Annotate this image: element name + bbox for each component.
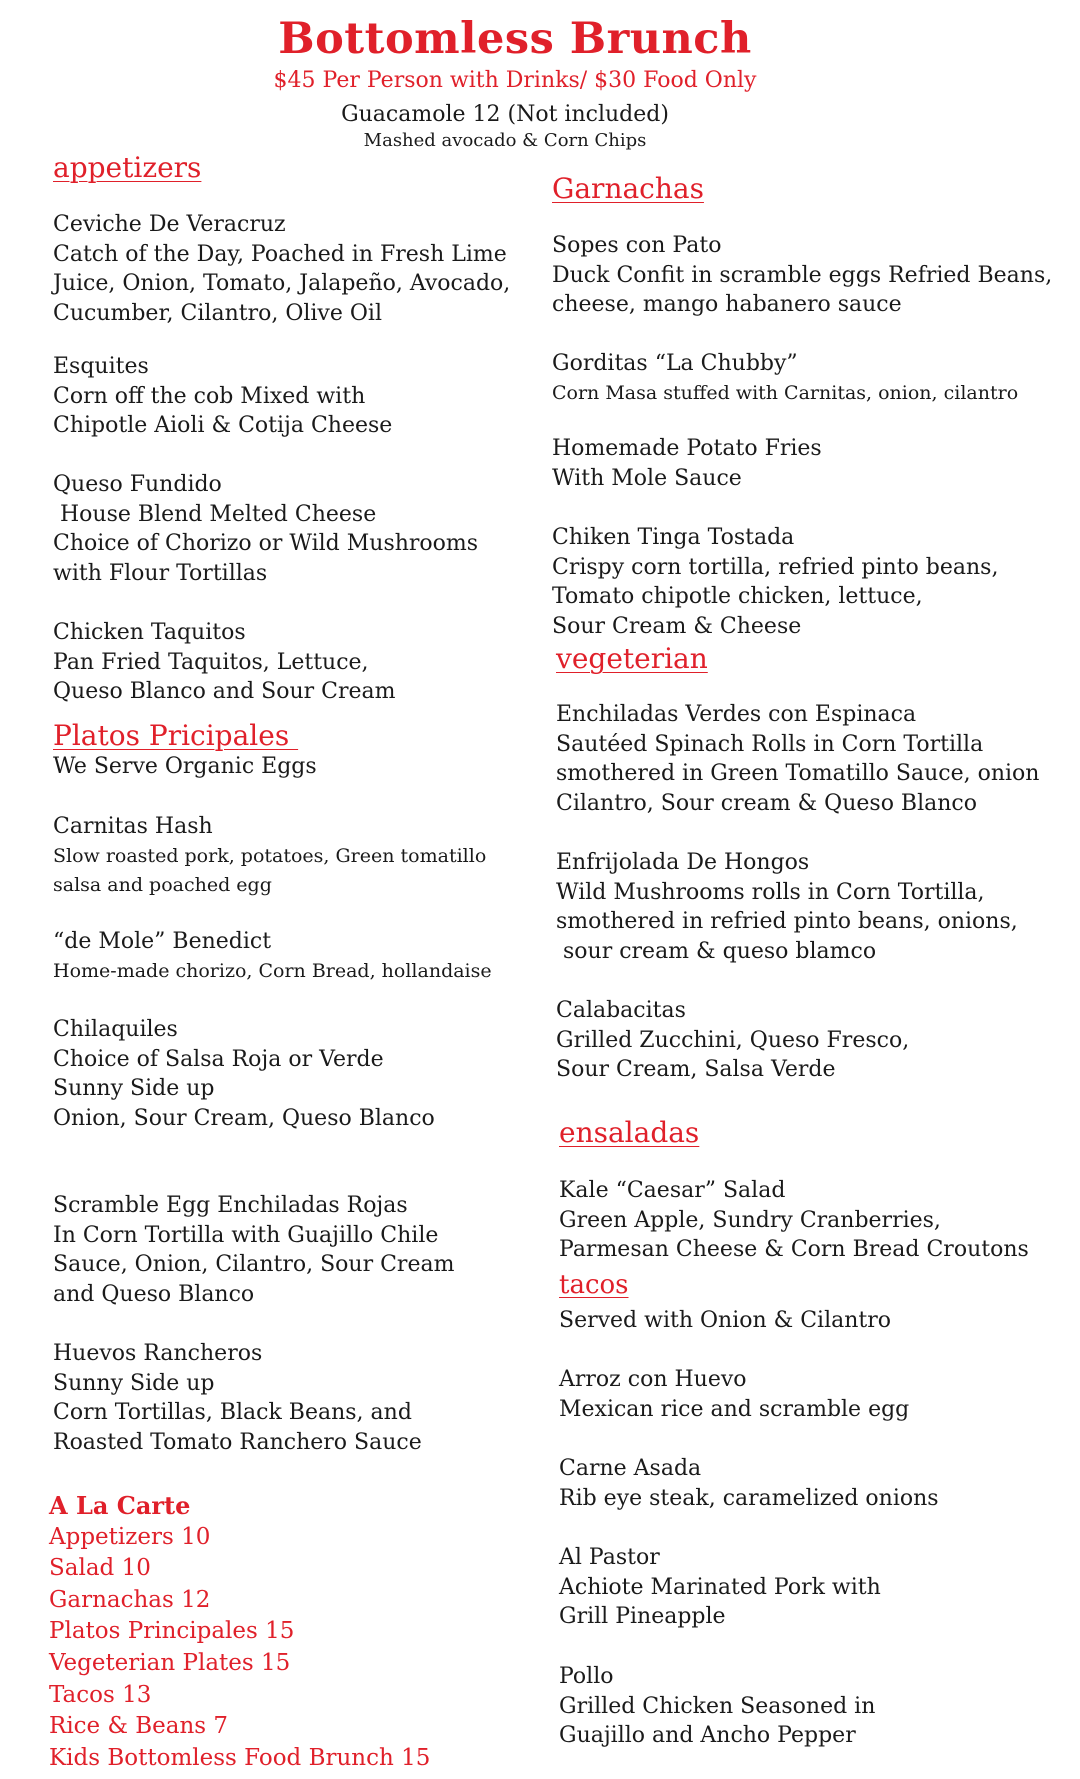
item-name: Calabacitas [556, 998, 686, 1023]
vegeterian-heading: vegeterian [556, 642, 708, 675]
menu-item-queso-fundido [53, 470, 478, 588]
item-desc: Crispy corn tortilla, refried pinto beans, [552, 554, 999, 580]
menu-item-mole-benedict [53, 927, 492, 986]
tacos-heading: tacos [559, 1270, 629, 1300]
item-desc: smothered in Green Tomatillo Sauce, onion [556, 761, 1040, 786]
menu-item-scramble-egg-enchiladas [53, 1191, 454, 1309]
item-name: Carne Asada [559, 1456, 702, 1481]
item-desc: Chipotle Aioli & Cotija Cheese [53, 413, 393, 438]
a-la-carte-item: Appetizers 10 [49, 1523, 211, 1550]
item-desc: Duck Confit in scramble eggs Refried Beans, [552, 262, 1053, 288]
item-desc: Parmesan Cheese & Corn Bread Croutons [559, 1237, 1029, 1262]
item-desc: and Queso Blanco [53, 1281, 255, 1307]
a-la-carte-item: Kids Bottomless Food Brunch 15 [49, 1744, 431, 1771]
item-desc: Roasted Tomato Ranchero Sauce [53, 1429, 422, 1455]
item-desc: Rib eye steak, caramelized onions [559, 1485, 939, 1511]
item-name: Huevos Rancheros [53, 1341, 263, 1366]
item-desc: House Blend Melted Cheese [53, 501, 377, 527]
item-desc: Pan Fried Taquitos, Lettuce, [53, 649, 369, 675]
menu-item-ceviche [53, 210, 510, 328]
menu-item-potato-fries [552, 434, 822, 493]
item-name: Chiken Tinga Tostada [552, 525, 795, 550]
item-desc: Catch of the Day, Poached in Fresh Lime [53, 241, 507, 267]
a-la-carte-heading: A La Carte [49, 1491, 191, 1520]
menu-item-pollo [559, 1662, 875, 1751]
item-desc: salsa and poached egg [53, 874, 272, 896]
a-la-carte-item: Platos Principales 15 [49, 1618, 295, 1645]
guacamole-line: Guacamole 12 (Not included) [341, 102, 669, 127]
item-desc: Choice of Salsa Roja or Verde [53, 1046, 384, 1072]
a-la-carte-list [49, 1490, 430, 1774]
item-desc: smothered in refried pinto beans, onions, [556, 909, 1018, 934]
item-desc: Juice, Onion, Tomato, Jalapeño, Avocado, [53, 271, 511, 296]
item-desc: Cilantro, Sour cream & Queso Blanco [556, 790, 977, 816]
menu-item-calabacitas [556, 996, 909, 1085]
menu-item-esquites [53, 352, 392, 441]
platos-heading: Platos Pricipales [53, 719, 299, 752]
menu-item-chilaquiles [53, 1015, 435, 1133]
item-desc: Wild Mushrooms rolls in Corn Tortilla, [556, 879, 985, 905]
item-desc: Achiote Marinated Pork with [559, 1574, 881, 1600]
item-name: Arroz con Huevo [559, 1367, 747, 1392]
tacos-note: Served with Onion & Cilantro [559, 1308, 892, 1333]
menu-item-gorditas [552, 349, 1018, 408]
item-desc: Sautéed Spinach Rolls in Corn Tortilla [556, 731, 984, 757]
item-desc: Sunny Side up [53, 1370, 215, 1396]
item-desc: Queso Blanco and Sour Cream [53, 679, 396, 704]
a-la-carte-item: Garnachas 12 [49, 1586, 211, 1613]
item-desc: Sunny Side up [53, 1076, 215, 1101]
item-desc: Corn off the cob Mixed with [53, 383, 366, 409]
menu-title: Bottomless Brunch [278, 14, 752, 64]
menu-item-enchiladas-verdes [556, 700, 1039, 818]
item-name: Al Pastor [559, 1545, 660, 1570]
item-name: Queso Fundido [53, 472, 222, 497]
item-desc: Grilled Zucchini, Queso Fresco, [556, 1027, 910, 1053]
menu-item-kale-caesar [559, 1176, 1029, 1265]
appetizers-heading: appetizers [53, 151, 202, 184]
item-desc: Green Apple, Sundry Cranberries, [559, 1207, 941, 1233]
item-name: Esquites [53, 354, 149, 379]
item-name: Ceviche De Veracruz [53, 212, 286, 237]
a-la-carte-item: Vegeterian Plates 15 [49, 1649, 291, 1676]
item-name: Carnitas Hash [53, 814, 213, 839]
item-desc: Sour Cream, Salsa Verde [556, 1057, 836, 1082]
item-desc: Tomato chipotle chicken, lettuce, [552, 584, 923, 609]
item-desc: with Flour Tortillas [53, 560, 268, 586]
item-desc: Sour Cream & Cheese [552, 613, 802, 639]
item-name: Pollo [559, 1664, 614, 1689]
item-desc: Onion, Sour Cream, Queso Blanco [53, 1105, 435, 1131]
menu-item-tinga-tostada [552, 523, 998, 641]
item-desc: Grill Pineapple [559, 1604, 726, 1629]
item-desc: cheese, mango habanero sauce [552, 292, 902, 317]
menu-item-carne-asada [559, 1454, 939, 1513]
item-desc: Sauce, Onion, Cilantro, Sour Cream [53, 1252, 455, 1277]
item-name: Chicken Taquitos [53, 620, 246, 645]
menu-item-carnitas-hash [53, 812, 486, 901]
menu-item-arroz-con-huevo [559, 1365, 909, 1424]
item-desc: Corn Masa stuffed with Carnitas, onion, cilantro [552, 381, 1019, 404]
item-name: Enchiladas Verdes con Espinaca [556, 702, 917, 727]
a-la-carte-item: Rice & Beans 7 [49, 1713, 229, 1740]
item-desc: Cucumber, Cilantro, Olive Oil [53, 300, 382, 326]
menu-item-huevos-rancheros [53, 1339, 422, 1457]
item-desc: sour cream & queso blamco [556, 938, 877, 964]
item-desc: With Mole Sauce [552, 465, 742, 491]
price-line: $45 Per Person with Drinks/ $30 Food Only [273, 68, 757, 93]
menu-item-al-pastor [559, 1543, 881, 1632]
item-desc: In Corn Tortilla with Guajillo Chile [53, 1222, 439, 1248]
item-desc: Guajillo and Ancho Pepper [559, 1723, 856, 1748]
item-desc: Corn Tortillas, Black Beans, and [53, 1400, 412, 1425]
ensaladas-heading: ensaladas [559, 1116, 700, 1149]
item-name: Sopes con Pato [552, 233, 722, 258]
item-name: Enfrijolada De Hongos [556, 850, 810, 875]
item-desc: Home-made chorizo, Corn Bread, hollandaise [53, 959, 492, 982]
item-name: Homemade Potato Fries [552, 436, 822, 461]
a-la-carte-item: Salad 10 [49, 1555, 151, 1582]
menu-item-sopes-con-pato [552, 231, 1052, 320]
item-name: Chilaquiles [53, 1017, 178, 1042]
organic-eggs-note: We Serve Organic Eggs [53, 754, 317, 779]
item-name: Scramble Egg Enchiladas Rojas [53, 1193, 408, 1218]
item-name: Gorditas “La Chubby” [552, 351, 798, 376]
item-desc: Choice of Chorizo or Wild Mushrooms [53, 531, 479, 556]
item-name: Kale “Caesar” Salad [559, 1178, 786, 1203]
item-desc: Grilled Chicken Seasoned in [559, 1693, 876, 1719]
menu-item-enfrijolada [556, 848, 1018, 966]
garnachas-heading: Garnachas [552, 172, 704, 205]
menu-item-chicken-taquitos [53, 618, 396, 707]
guacamole-description: Mashed avocado & Corn Chips [363, 130, 647, 151]
a-la-carte-item: Tacos 13 [49, 1681, 152, 1708]
item-desc: Slow roasted pork, potatoes, Green tomatillo [53, 844, 487, 867]
item-desc: Mexican rice and scramble egg [559, 1396, 910, 1422]
item-name: “de Mole” Benedict [53, 929, 272, 954]
